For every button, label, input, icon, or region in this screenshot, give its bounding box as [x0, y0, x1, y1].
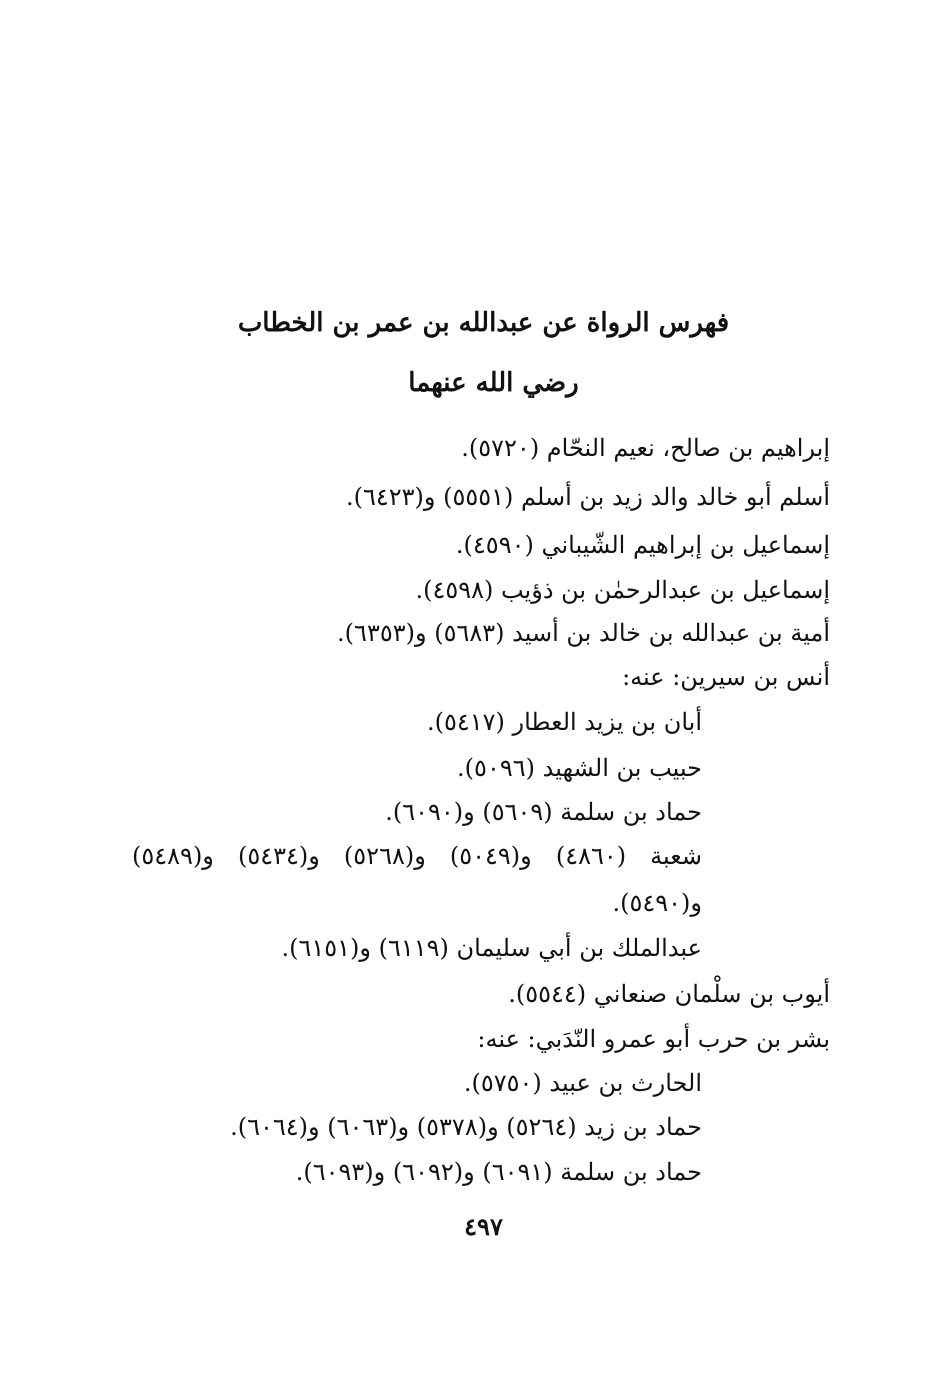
index-subentry: حماد بن سلمة (٦٠٩١) و(٦٠٩٢) و(٦٠٩٣).: [295, 1158, 702, 1186]
index-subentry: عبدالملك بن أبي سليمان (٦١١٩) و(٦١٥١).: [281, 934, 702, 962]
index-title: فهرس الرواة عن عبدالله بن عمر بن الخطاب: [237, 308, 730, 338]
index-subentry: الحارث بن عبيد (٥٧٥٠).: [463, 1069, 702, 1097]
index-entry: إسماعيل بن إبراهيم الشّيباني (٤٥٩٠).: [455, 531, 830, 559]
index-subtitle: رضي الله عنهما: [408, 368, 579, 398]
index-entry: بشر بن حرب أبو عمرو النّدَبي: عنه:: [477, 1025, 830, 1053]
page-number: ٤٩٧: [464, 1212, 503, 1241]
index-entry: أنس بن سيرين: عنه:: [622, 663, 830, 691]
index-subentry: حبيب بن الشهيد (٥٠٩٦).: [457, 754, 702, 782]
index-subentry: حماد بن زيد (٥٢٦٤) و(٥٣٧٨) و(٦٠٦٣) و(٦٠٦٤).: [230, 1113, 702, 1141]
index-subentry-continuation: و(٥٤٩٠).: [612, 889, 702, 917]
index-entry: أيوب بن سلْمان صنعاني (٥٥٤٤).: [508, 980, 830, 1008]
index-entry: أسلم أبو خالد والد زيد بن أسلم (٥٥٥١) و(٦٤٢٣).: [345, 483, 830, 511]
index-entry: أمية بن عبدالله بن خالد بن أسيد (٥٦٨٣) و(٦٣٥٣).: [337, 619, 830, 647]
index-subentry: أبان بن يزيد العطار (٥٤١٧).: [426, 708, 702, 736]
index-entry: إسماعيل بن عبدالرحمٰن بن ذؤيب (٤٥٩٨).: [415, 576, 830, 604]
index-subentry: شعبة (٤٨٦٠) و(٥٠٤٩) و(٥٢٦٨) و(٥٤٣٤) و(٥٤٨٩): [132, 842, 702, 870]
index-entry: إبراهيم بن صالح، نعيم النحّام (٥٧٢٠).: [461, 434, 830, 462]
index-subentry: حماد بن سلمة (٥٦٠٩) و(٦٠٩٠).: [385, 798, 702, 826]
